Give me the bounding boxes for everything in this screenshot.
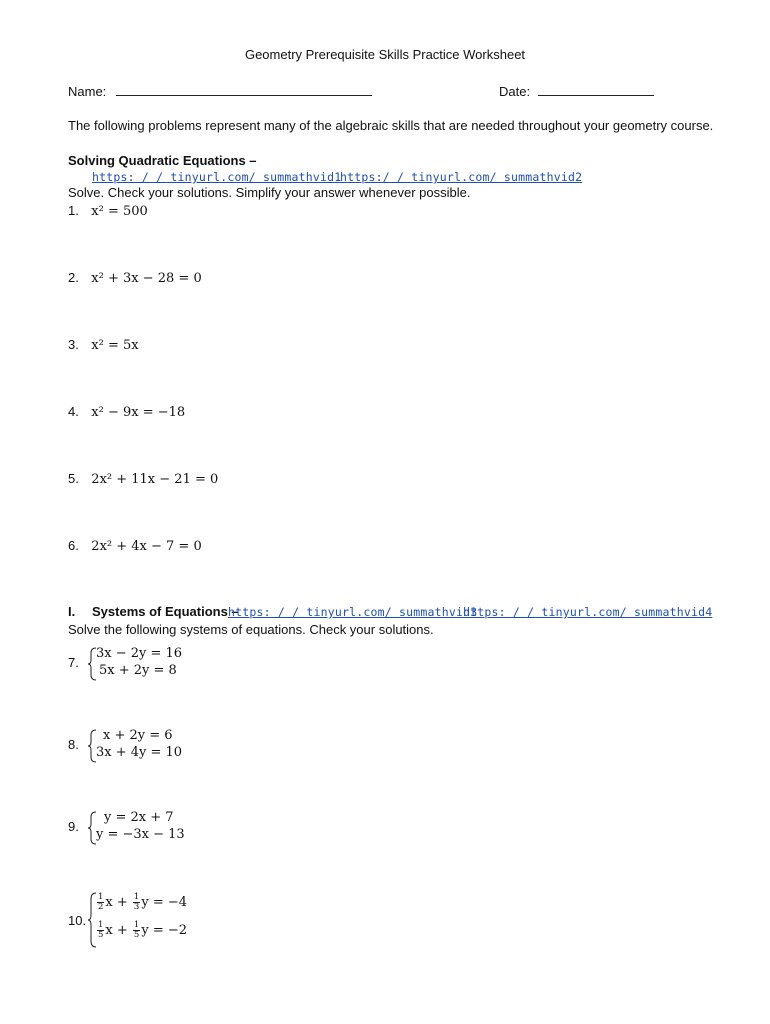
system-line-2: y = −3x − 13 xyxy=(96,827,185,842)
system-line-2: 5x + 2y = 8 xyxy=(99,663,177,678)
problem-number: 6. xyxy=(68,538,79,553)
problem-equation: x² − 9x = −18 xyxy=(91,405,186,420)
fraction-denominator: 3 xyxy=(133,902,140,912)
problem-equation: x² = 5x xyxy=(91,338,139,353)
fraction xyxy=(97,893,104,912)
section-heading-quadratic: Solving Quadratic Equations – xyxy=(68,153,257,168)
problem-equation: x² = 500 xyxy=(91,204,148,219)
problem-4 xyxy=(68,403,185,421)
problem-number: 2. xyxy=(68,270,79,285)
system-line-2: $\frac{1}{5}$ x + $\frac{1}{5}$ y = −2 xyxy=(98,920,188,940)
problem-number: 8. xyxy=(68,737,79,752)
problem-2 xyxy=(68,269,202,287)
fraction-denominator: 2 xyxy=(98,902,104,912)
link-summathvid2[interactable]: https:/ / tinyurl.com/ summathvid2 xyxy=(340,170,583,184)
fraction-numerator: 1 xyxy=(98,892,104,902)
fraction-denominator: 5 xyxy=(98,930,104,940)
problem-3 xyxy=(68,336,139,354)
name-label: Name: xyxy=(68,84,107,99)
problem-6 xyxy=(68,537,202,555)
system-line-1: $\frac{1}{2}$ x + $\frac{1}{3}$ y = −4 xyxy=(98,892,188,912)
intro-text: The following problems represent many of the algebraic skills that are needed throughout your geometry course. xyxy=(68,118,714,133)
problem-number: 3. xyxy=(68,337,79,352)
page-title: Geometry Prerequisite Skills Practice Worksheet xyxy=(244,47,526,62)
fraction xyxy=(97,921,104,940)
problem-number: 9. xyxy=(68,819,79,834)
section-heading-systems: Systems of Equations – xyxy=(92,604,239,619)
link-summathvid3[interactable]: https: / / tinyurl.com/ summathvid3 xyxy=(228,605,478,619)
problem-number: 7. xyxy=(68,655,79,670)
system-line-1: y = 2x + 7 xyxy=(104,810,174,825)
problem-number: 4. xyxy=(68,404,79,419)
problem-number: 5. xyxy=(68,471,79,486)
fraction-numerator: 1 xyxy=(98,920,104,930)
fraction-denominator: 5 xyxy=(133,930,140,940)
problem-equation: x² + 3x − 28 = 0 xyxy=(91,271,202,286)
fraction xyxy=(133,893,140,912)
problem-5 xyxy=(68,470,218,488)
problem-1 xyxy=(68,202,148,220)
date-field[interactable] xyxy=(499,83,654,99)
problem-equation: 2x² + 4x − 7 = 0 xyxy=(91,539,202,554)
date-blank-line[interactable] xyxy=(538,83,654,96)
quadratic-instructions: Solve. Check your solutions. Simplify your answer whenever possible. xyxy=(68,185,471,200)
system-line-1: 3x − 2y = 16 xyxy=(96,646,183,661)
name-field[interactable] xyxy=(68,83,372,99)
date-label: Date: xyxy=(499,84,531,99)
fraction-numerator: 1 xyxy=(133,920,140,930)
problem-equation: 2x² + 11x − 21 = 0 xyxy=(91,472,219,487)
system-line-2: 3x + 4y = 10 xyxy=(96,745,183,760)
name-blank-line[interactable] xyxy=(116,83,372,96)
system-line-1: x + 2y = 6 xyxy=(103,728,173,743)
equation-rhs: = −2 xyxy=(152,923,188,938)
problem-number: 10. xyxy=(68,913,87,928)
systems-instructions: Solve the following systems of equations. Check your solutions. xyxy=(68,622,434,637)
equation-rhs: = −4 xyxy=(152,895,188,910)
problem-number: 1. xyxy=(68,203,79,218)
fraction-numerator: 1 xyxy=(133,892,140,902)
fraction xyxy=(133,921,140,940)
section-marker: I. xyxy=(68,604,76,619)
link-summathvid1[interactable]: https: / / tinyurl.com/ summathvid1 xyxy=(92,170,342,184)
link-summathvid4[interactable]: https: / / tinyurl.com/ summathvid4 xyxy=(463,605,713,619)
